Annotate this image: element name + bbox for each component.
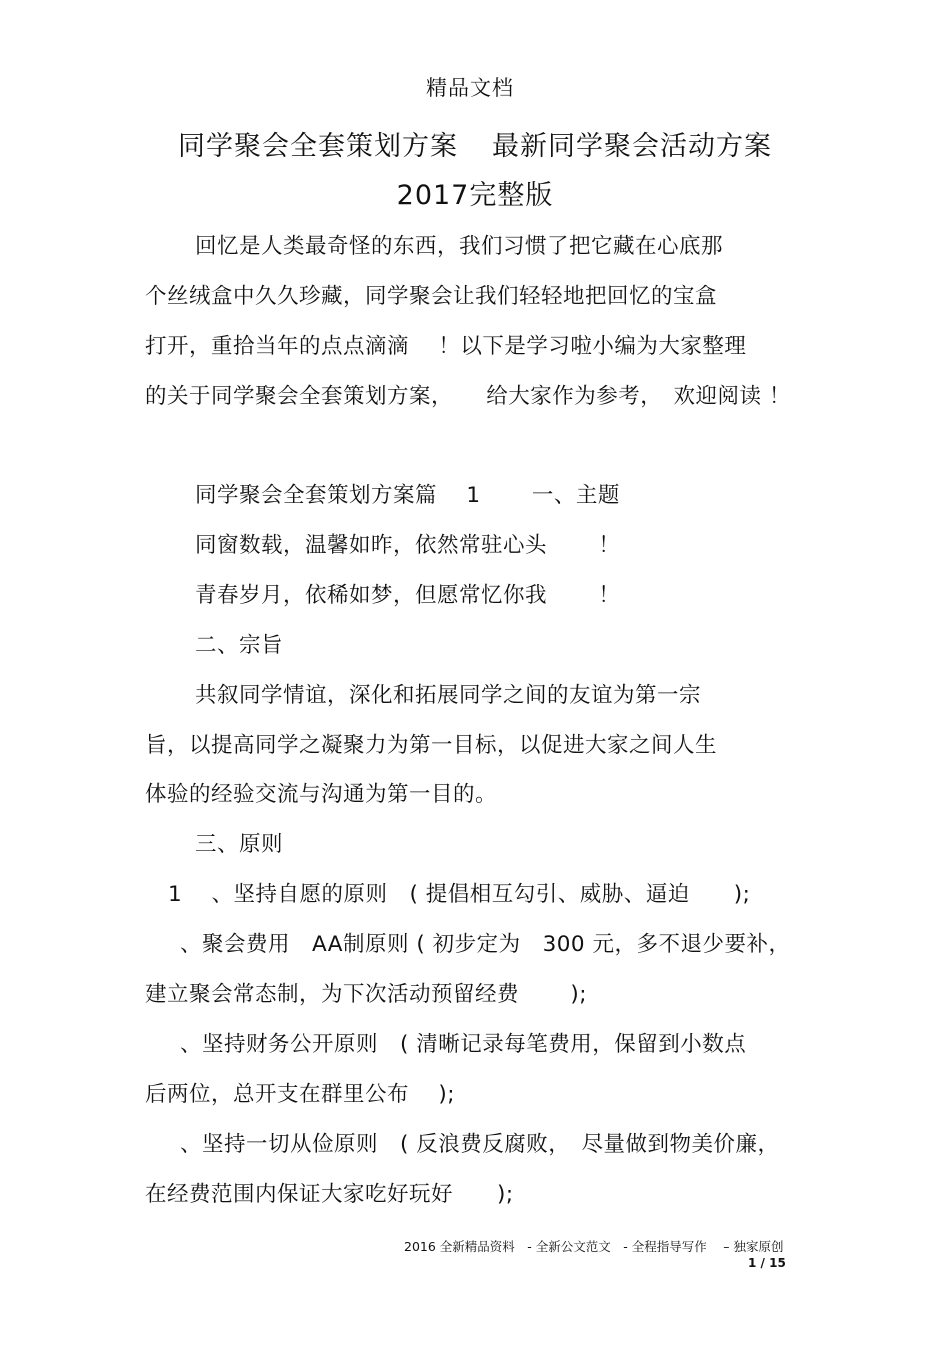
body-line: 体验的经验交流与沟通为第一目的。 <box>145 782 498 807</box>
body-line: 在经费范围内保证大家吃好玩好 ); <box>145 1182 514 1207</box>
document-title <box>0 124 950 163</box>
section-heading-principles: 三、原则 <box>195 832 284 857</box>
section-heading-purpose: 二、宗旨 <box>195 633 284 658</box>
title-part-1: 同学聚会全套策划方案 <box>178 131 458 162</box>
principle-item: 、坚持一切从俭原则 ( 反浪费反腐败， 尽量做到物美价廉， <box>180 1132 780 1157</box>
intro-line-3: 打开，重拾当年的点点滴滴 ！以下是学习啦小编为大家整理 <box>145 334 747 359</box>
page-header: 精品文档 <box>426 76 514 100</box>
page-number: 1 / 15 <box>748 1256 786 1270</box>
principle-item: 、聚会费用 AA制原则 ( 初步定为 300 元，多不退少要补， <box>180 932 791 957</box>
title-part-2: 最新同学聚会活动方案 <box>492 131 772 162</box>
principle-item: 、坚持财务公开原则 ( 清晰记录每笔费用，保留到小数点 <box>180 1032 747 1057</box>
body-line: 旨，以提高同学之凝聚力为第一目标，以促进大家之间人生 <box>145 733 718 758</box>
body-line: 青春岁月，依稀如梦，但愿常忆你我 ！ <box>195 583 621 608</box>
body-line: 建立聚会常态制，为下次活动预留经费 ); <box>145 982 587 1007</box>
document-title-line-2: 2017完整版 <box>396 180 554 211</box>
body-line: 共叙同学情谊，深化和拓展同学之间的友谊为第一宗 <box>195 683 702 708</box>
section-heading-theme: 同学聚会全套策划方案篇 1 一、主题 <box>195 483 620 508</box>
intro-line-1: 回忆是人类最奇怪的东西，我们习惯了把它藏在心底那 <box>195 234 724 259</box>
principle-item: 1 、坚持自愿的原则 ( 提倡相互勾引、威胁、逼迫 ); <box>168 882 751 907</box>
page-footer: 2016 全新精品资料 - 全新公文范文 - 全程指导写作 – 独家原创 <box>404 1239 784 1254</box>
body-line: 同窗数载，温馨如昨，依然常驻心头 ！ <box>195 533 621 558</box>
intro-line-2: 个丝绒盒中久久珍藏，同学聚会让我们轻轻地把回忆的宝盒 <box>145 284 718 309</box>
body-line: 后两位，总开支在群里公布 ); <box>145 1082 455 1107</box>
intro-line-4: 的关于同学聚会全套策划方案， 给大家作为参考， 欢迎阅读 ！ <box>145 384 791 409</box>
